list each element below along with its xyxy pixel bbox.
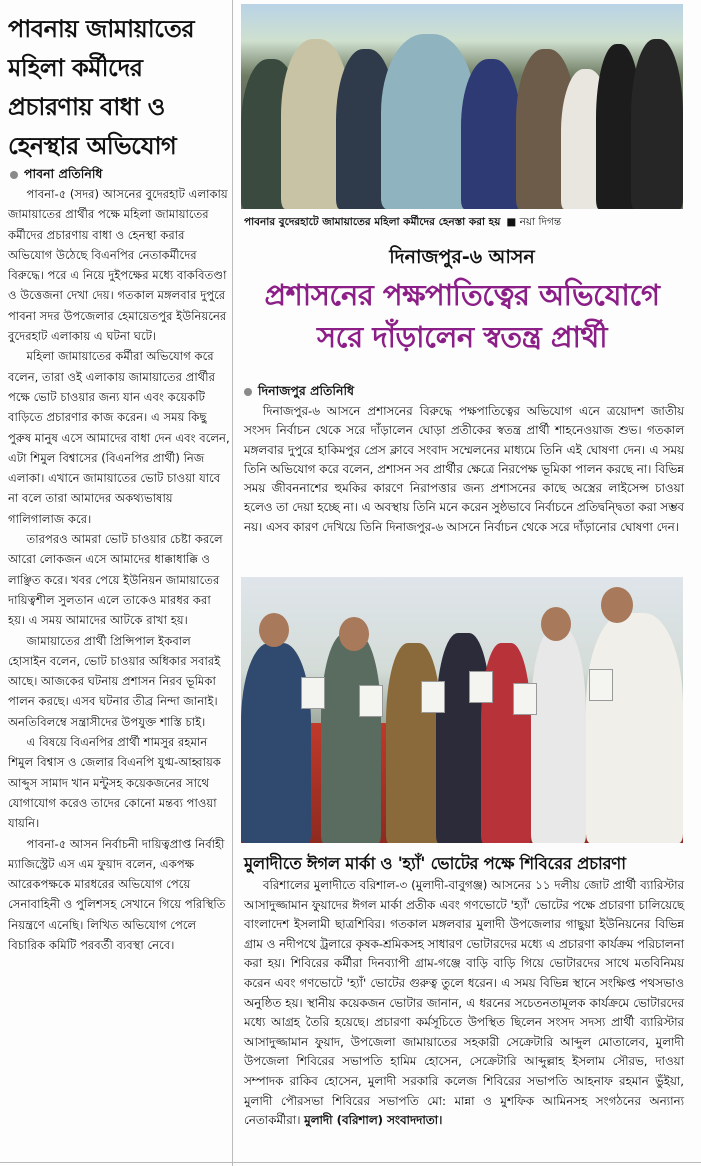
photo-figure bbox=[321, 633, 381, 843]
muladi-headline: মুলাদীতে ঈগল মার্কা ও 'হ্যাঁ' ভোটের পক্ষে শিবিরের প্রচারণা bbox=[244, 854, 626, 873]
muladi-body-text: বরিশালের মুলাদীতে বরিশাল-৩ (মুলাদী-বাবুগঞ্জ) আসনের ১১ দলীয় জোট প্রার্থী ব্যারিস্টার আসাদুজ্জামান ফুয়াদের ঈগল মার্কা প্রতীক এবং গণভোটে 'হ্যাঁ' ভোটের পক্ষে প্রচারণা চালিয়েছে বাংলাদেশ ইসলামী ছাত্রশিবির। গতকাল মঙ্গলবার মুলাদী উপজেলার গাছুয়া ইউনিয়নের বিভিন্ন গ্রাম ও নদীপথে ট্রলারে কৃষক-শ্রমিকসহ সাধারণ ভোটারদের মধ্যে এ প্রচারণা কার্যক্রম পরিচালনা করা হয়। শিবিরের কর্মীরা দিনব্যাপী গ্রাম-গঞ্জে বাড়ি বাড়ি গিয়ে ভোটারদের সাথে মতবিনিময় করেন এবং গণভোটে 'হ্যাঁ' ভোটের গুরুত্ব তুলে ধরেন। এ সময় বিভিন্ন স্থানে সংক্ষিপ্ত পথসভাও অনুষ্ঠিত হয়। স্থানীয় কয়েকজন ভোটার জানান, এ ধরনের সচেতনতামূলক কার্যক্রমে ভোটারদের মধ্যে আগ্রহ তৈরি হয়েছে। প্রচারণা কর্মসূচিতে উপস্থিত ছিলেন সংসদ সদস্য প্রার্থী ব্যারিস্টার আসাদুজ্জামান ফুয়াদ, উপজেলা জামায়াতের সহকারী সেক্রেটারি আব্দুল মোতালেব, মুলাদী উপজেলা শিবিরের সভাপতি হামিম হোসেন, সেক্রেটারি আব্দুল্লাহ ইসলাম সৌরভ, দাওয়া সম্পাদক রাকিব হোসেন, মুলাদী সরকারি কলেজ শিবিরের সভাপতি আহনাফ রহমান ভুঁইয়া, মুলাদী পৌরসভা শিবিরের সভাপতি মো: মান্না ও মুশফিক আমিনসহ সংগঠনের অন্যান্য নেতাকর্মীরা। bbox=[244, 878, 684, 1128]
photo-figure bbox=[631, 39, 683, 209]
dinajpur-byline-text: দিনাজপুর প্রতিনিধি bbox=[258, 383, 355, 398]
left-article-headline: পাবনায় জামায়াতের মহিলা কর্মীদের প্রচারণায় বাধা ও হেনস্থার অভিযোগ bbox=[8, 15, 195, 160]
dinajpur-headline-line2: সরে দাঁড়ালেন স্বতন্ত্র প্রার্থী bbox=[316, 320, 608, 354]
photo-figure bbox=[461, 59, 521, 209]
left-paragraph: এ বিষয়ে বিএনপির প্রার্থী শামসুর রহমান শিমুল বিশ্বাস ও জেলার বিএনপি যুগ্ম-আহ্বায়ক আব্দুস সামাদ খান মন্টুসহ কয়েকজনের সাথে যোগাযোগ করেও তাদের কোনো মন্তব্য পাওয়া যায়নি। bbox=[8, 735, 221, 831]
leaflet-icon bbox=[589, 669, 613, 701]
photo-figure bbox=[531, 628, 586, 843]
photo-figure bbox=[241, 643, 311, 843]
leaflet-icon bbox=[301, 677, 325, 709]
dinajpur-headline bbox=[241, 274, 683, 358]
left-paragraph: পাবনা-৫ আসন নির্বাচনী দায়িত্বপ্রাপ্ত নির্বাহী ম্যাজিস্ট্রেট এস এম ফুয়াদ বলেন, একপক্ষ আরেকপক্ষকে মারধরের অভিযোগ পেয়ে সেনাবাহিনী ও পুলিশসহ সেখানে গিয়ে পরিস্থিতি নিয়ন্ত্রণে এনেছি। লিখিত অভিযোগ পেলে বিচারিক কমিটি পরবর্তী ব্যবস্থা নেবে। bbox=[8, 836, 226, 952]
dinajpur-body bbox=[244, 402, 684, 537]
dinajpur-headline-line1: প্রশাসনের পক্ষপাতিত্বের অভিযোগে bbox=[264, 278, 660, 312]
muladi-paragraph bbox=[244, 876, 684, 1131]
photo-figure bbox=[586, 613, 683, 843]
left-paragraph: জামায়াতের প্রার্থী প্রিন্সিপাল ইকবাল হোসাইন বলেন, ভোট চাওয়ার অধিকার সবারই আছে। আজকের ঘটনায় প্রশাসন নিরব ভূমিকা পালন করছে। এসব ঘটনার তীব্র নিন্দা জানাই। অনতিবিলম্বে সন্ত্রাসীদের উপযুক্ত শাস্তি চাই। bbox=[8, 633, 221, 729]
campaign-boat-photo bbox=[241, 577, 683, 843]
bullet-dot-icon bbox=[10, 171, 18, 179]
crowd-photo bbox=[241, 4, 683, 209]
leaflet-icon bbox=[513, 683, 537, 715]
left-paragraph: পাবনা-৫ (সদর) আসনের বুদেরহাট এলাকায় জামায়াতের প্রার্থীর পক্ষে মহিলা জামায়াতের কর্মীদের প্রচারণায় বাধা ও হেনস্থা করার অভিযোগ উঠেছে বিএনপির নেতাকর্মীদের বিরুদ্ধে। পরে এ নিয়ে দুইপক্ষের মধ্যে বাকবিতণ্ডা ও উত্তেজনা দেখা দেয়। গতকাল মঙ্গলবার দুপুরে পাবনা সদর উপজেলার হেমায়েতপুর ইউনিয়নের বুদেরহাট এলাকায় এ ঘটনা ঘটে। bbox=[8, 187, 228, 344]
photo-figure bbox=[386, 643, 441, 843]
leaflet-icon bbox=[469, 671, 493, 703]
muladi-body bbox=[244, 876, 684, 1131]
photo-head bbox=[259, 613, 289, 647]
photo-caption bbox=[244, 215, 684, 232]
left-byline-text: পাবনা প্রতিনিধি bbox=[24, 166, 103, 181]
bottom-divider bbox=[0, 1162, 701, 1163]
bullet-dot-icon bbox=[244, 388, 252, 396]
left-paragraph: তারপরও আমরা ভোট চাওয়ার চেষ্টা করলে আরো লোকজন এসে আমাদের ধাক্কাধাক্কি ও লাঞ্ছিত করে। খবর পেয়ে ইউনিয়ন জামায়াতের দায়িত্বশীল সুলতান এলে তাকেও মারধর করা হয়। এ সময় আমাদের আটকে রাখা হয়। bbox=[8, 532, 223, 628]
photo-head bbox=[541, 607, 571, 641]
left-article-body bbox=[8, 184, 230, 1160]
photo-credit: ■ নয়া দিগন্ত bbox=[506, 216, 562, 228]
dinajpur-kicker: দিনাজপুর-৬ আসন bbox=[389, 246, 535, 268]
photo-head bbox=[339, 617, 369, 651]
leaflet-icon bbox=[421, 681, 445, 713]
leaflet-icon bbox=[359, 685, 383, 717]
dinajpur-byline bbox=[244, 383, 354, 403]
left-article-byline bbox=[10, 166, 102, 186]
muladi-signature: মুলাদী (বরিশাল) সংবাদদাতা। bbox=[304, 1113, 443, 1128]
caption-text: পাবনার বুদেরহাটে জামায়াতের মহিলা কর্মীদের হেনস্তা করা হয় bbox=[244, 216, 501, 228]
dinajpur-paragraph: দিনাজপুর-৬ আসনে প্রশাসনের বিরুদ্ধে পক্ষপাতিত্বের অভিযোগ এনে ত্রয়োদশ জাতীয় সংসদ নির্বাচন থেকে সরে দাঁড়ালেন ঘোড়া প্রতীকের স্বতন্ত্র প্রার্থী শাহনেওয়াজ শুভ। গতকাল মঙ্গলবার দুপুরে হাকিমপুর প্রেস ক্লাবে সংবাদ সম্মেলনের মাধ্যমে তিনি এই ঘোষণা দেন। এ সময় তিনি অভিযোগ করে বলেন, প্রশাসন সব প্রার্থীর ক্ষেত্রে নিরপেক্ষ ভূমিকা পালন করছে না। বিভিন্ন সময় জীবননাশের হুমকির কারণে নিরাপত্তার জন্য প্রশাসনের কাছে অস্ত্রের লাইসেন্স চাওয়া হলেও তা দেয়া হচ্ছে না। এ অবস্থায় তিনি মনে করেন সুষ্ঠভাবে নির্বাচনে প্রতিদ্বন্দ্বিতা করা সম্ভব নয়। এসব কারণ দেখিয়ে তিনি দিনাজপুর-৬ আসনে নির্বাচন থেকে সরে দাঁড়ানোর ঘোষণা দেন। bbox=[244, 404, 684, 534]
photo-head bbox=[601, 587, 633, 623]
left-paragraph: মহিলা জামায়াতের কর্মীরা অভিযোগ করে বলেন, তারা ওই এলাকায় জামায়াতের প্রার্থীর পক্ষে ভোট চাওয়ার জন্য যান এবং কয়েকটি বাড়িতে প্রচারণার কাজ করেন। এ সময় কিছু পুরুষ মানুষ এসে আমাদের বাধা দেন এবং বলেন, এটা শিমুল বিশ্বাসের (বিএনপির প্রার্থী) নিজ এলাকা। এখানে জামায়াতের ভোট চাওয়া যাবে না বলে তারা আমাদের অকথ্যভাষায় গালিগালাজ করে। bbox=[8, 349, 230, 526]
